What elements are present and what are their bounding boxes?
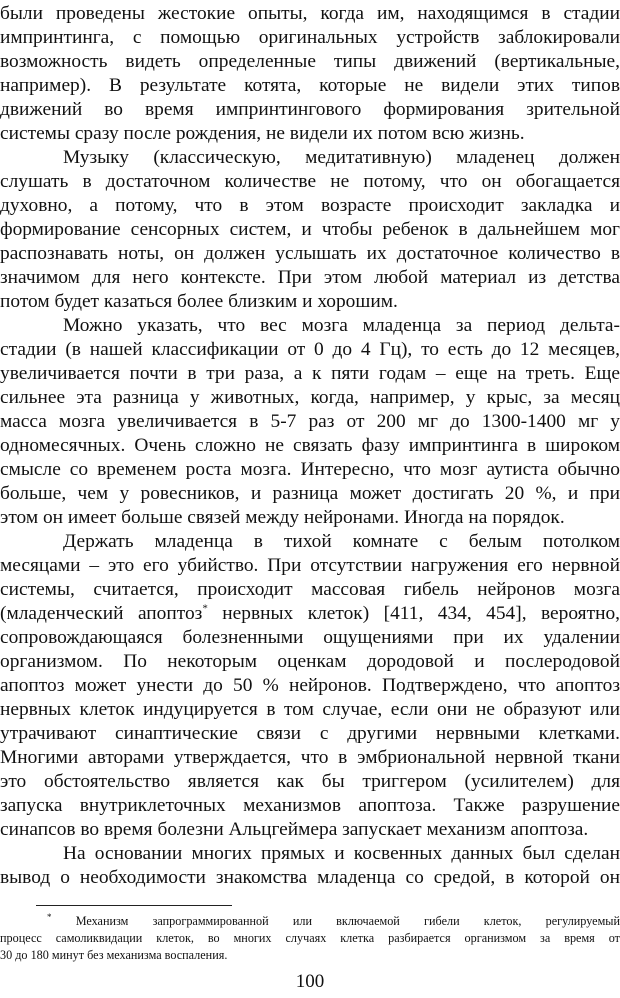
text-line: системы, считается, происходит массовая гибель нейронов мозга — [0, 579, 620, 600]
text-line: масса мозга увеличивается в 5-7 раз от 200 мг до 1300-1400 мг у — [0, 411, 620, 432]
paragraph-start: Держать младенца в тихой комнате с белым потолком — [63, 531, 620, 552]
footnote-reference: * — [202, 602, 208, 615]
text-line: апоптоз может унести до 50 % нейронов. Подтверждено, что апоптоз — [0, 675, 620, 696]
text-line-with-footnote — [0, 602, 620, 626]
footnote-text: процесс самоликвидации клеток, во многих случаях клетка разбирается организмом за время от — [0, 931, 620, 945]
footnote-mark: * — [47, 913, 52, 922]
text-line: слушать в достаточном количестве не потому, что он обогащается — [0, 171, 620, 192]
paragraph-start: Можно указать, что вес мозга младенца за период дельта- — [63, 315, 620, 336]
text-line: нервных клеток индуцируется в том случае, если они не образуют или — [0, 699, 620, 720]
text-line: этом он имеет больше связей между нейронами. Иногда на порядок. — [0, 507, 565, 528]
text-line: Многими авторами утверждается, что в эмбриональной нервной ткани — [0, 747, 620, 768]
footnote-separator — [36, 905, 232, 906]
text-segment: нервных клеток) [411, 434, 454], вероятно, — [222, 603, 620, 624]
footnote-text — [0, 913, 620, 930]
text-line: импринтинга, с помощью оригинальных устройств заблокировали — [0, 27, 620, 48]
text-line: увеличивается почти в три раза, а к пяти годам – еще на треть. Еще — [0, 363, 620, 384]
text-line: стадии (в нашей классификации от 0 до 4 Гц), то есть до 12 месяцев, — [0, 339, 620, 360]
text-segment: (младенческий апоптоз — [0, 603, 203, 624]
text-line: вывод о необходимости знакомства младенца со средой, в которой он — [0, 867, 620, 888]
text-line: запуска внутриклеточных механизмов апоптоза. Также разрушение — [0, 795, 620, 816]
paragraph-start: На основании многих прямых и косвенных данных был сделан — [63, 843, 620, 864]
text-line: были проведены жестокие опыты, когда им, находящимся в стадии — [0, 3, 620, 24]
text-line: синапсов во время болезни Альцгеймера запускает механизм апоптоза. — [0, 819, 589, 840]
text-line: организмом. По некоторым оценкам дородовой и послеродовой — [0, 651, 620, 672]
text-line: сопровождающаяся болезненными ощущениями при их удалении — [0, 627, 620, 648]
text-line: сильнее эта разница у животных, когда, например, у крыс, за месяц — [0, 387, 620, 408]
text-line: системы сразу после рождения, не видели их потом всю жизнь. — [0, 123, 525, 144]
text-line: возможность видеть определенные типы движений (вертикальные, — [0, 51, 620, 72]
text-line: это обстоятельство является как бы триггером (усилителем) для — [0, 771, 620, 792]
text-line: смысле со временем роста мозга. Интересно, что мозг аутиста обычно — [0, 459, 620, 480]
paragraph-start: Музыку (классическую, медитативную) младенец должен — [63, 147, 620, 168]
text-line: распознавать ноты, он должен услышать их достаточное количество в — [0, 243, 620, 264]
text-line: движений во время импринтингового формирования зрительной — [0, 99, 620, 120]
text-line: утрачивают синаптические связи с другими нервными клетками. — [0, 723, 620, 744]
text-line: духовно, а потому, что в этом возрасте происходит закладка и — [0, 195, 620, 216]
footnote-segment: Механизм запрограммированной или включаемой гибели клеток, регулируемый — [75, 914, 620, 928]
text-line: значимом для него контексте. При этом любой материал из детства — [0, 267, 620, 288]
text-line: больше, чем у ровесников, и разница может достигать 20 %, и при — [0, 483, 620, 504]
text-line: одномесячных. Очень сложно не связать фазу импринтинга в широком — [0, 435, 620, 456]
text-line: потом будет казаться более близким и хорошим. — [0, 291, 398, 312]
text-line: месяцами – это его убийство. При отсутствии нагружения его нервной — [0, 555, 620, 576]
text-line: например). В результате котята, которые не видели этих типов — [0, 75, 620, 96]
page-number: 100 — [295, 971, 325, 992]
footnote-text: 30 до 180 минут без механизма воспаления. — [0, 948, 228, 962]
text-line: формирование сенсорных систем, и чтобы ребенок в дальнейшем мог — [0, 219, 620, 240]
